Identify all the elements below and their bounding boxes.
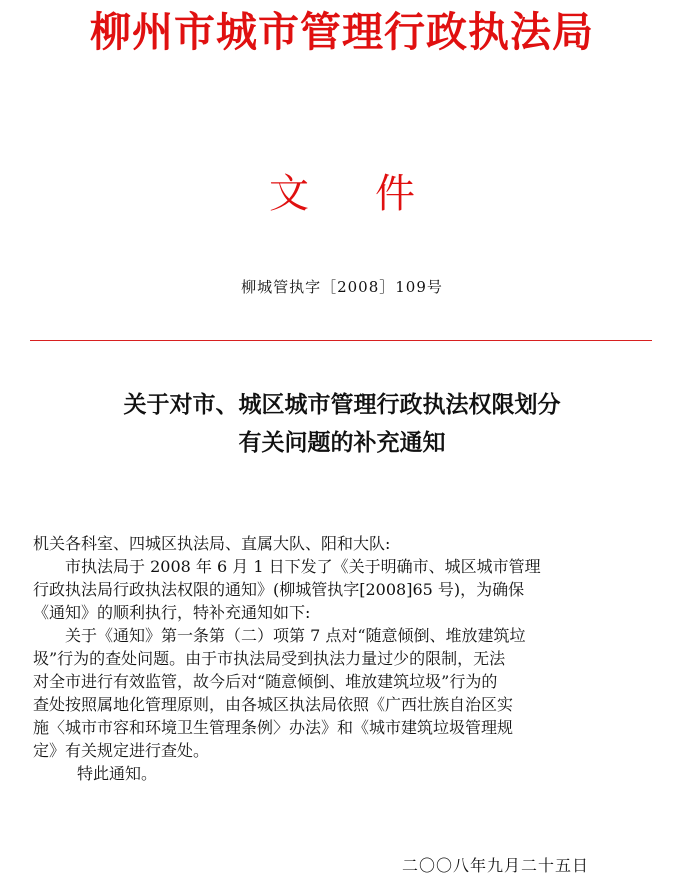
document-type-label: 文件 xyxy=(269,171,481,217)
closing-line: 特此通知。 xyxy=(77,764,158,783)
paragraph-2-line-4: 查处按照属地化管理原则，由各城区执法局依照《广西壮族自治区实 xyxy=(33,695,514,714)
paragraph-1-line-3: 《通知》的顺利执行，特补充通知如下: xyxy=(33,603,311,622)
issue-date: 二〇〇八年九月二十五日 xyxy=(402,856,590,875)
recipients: 机关各科室、四城区执法局、直属大队、阳和大队: xyxy=(33,534,391,553)
paragraph-2-line-2: 圾”行为的查处问题。由于市执法局受到执法力量过少的限制，无法 xyxy=(33,649,506,668)
document-title xyxy=(0,386,684,462)
issuing-organization: 柳州市城市管理行政执法局 xyxy=(90,8,594,56)
title-line-1: 关于对市、城区城市管理行政执法权限划分 xyxy=(123,391,561,418)
paragraph-2-line-5: 施〈城市市容和环境卫生管理条例〉办法》和《城市建筑垃圾管理规 xyxy=(33,718,514,737)
paragraph-2-line-1: 关于《通知》第一条第（二）项第 7 点对“随意倾倒、堆放建筑垃 xyxy=(65,626,526,645)
document-number: 柳城管执字［2008］109号 xyxy=(241,278,443,296)
red-divider-line xyxy=(30,340,652,341)
document-body xyxy=(33,532,653,785)
paragraph-1-line-2: 行政执法局行政执法权限的通知》(柳城管执字[2008]65 号)，为确保 xyxy=(33,580,525,599)
paragraph-2-line-6: 定》有关规定进行查处。 xyxy=(33,741,210,760)
paragraph-1-line-1: 市执法局于 2008 年 6 月 1 日下发了《关于明确市、城区城市管理 xyxy=(65,557,541,576)
paragraph-2-line-3: 对全市进行有效监管，故今后对“随意倾倒、堆放建筑垃圾”行为的 xyxy=(33,672,498,691)
title-line-2: 有关问题的补充通知 xyxy=(238,429,446,456)
